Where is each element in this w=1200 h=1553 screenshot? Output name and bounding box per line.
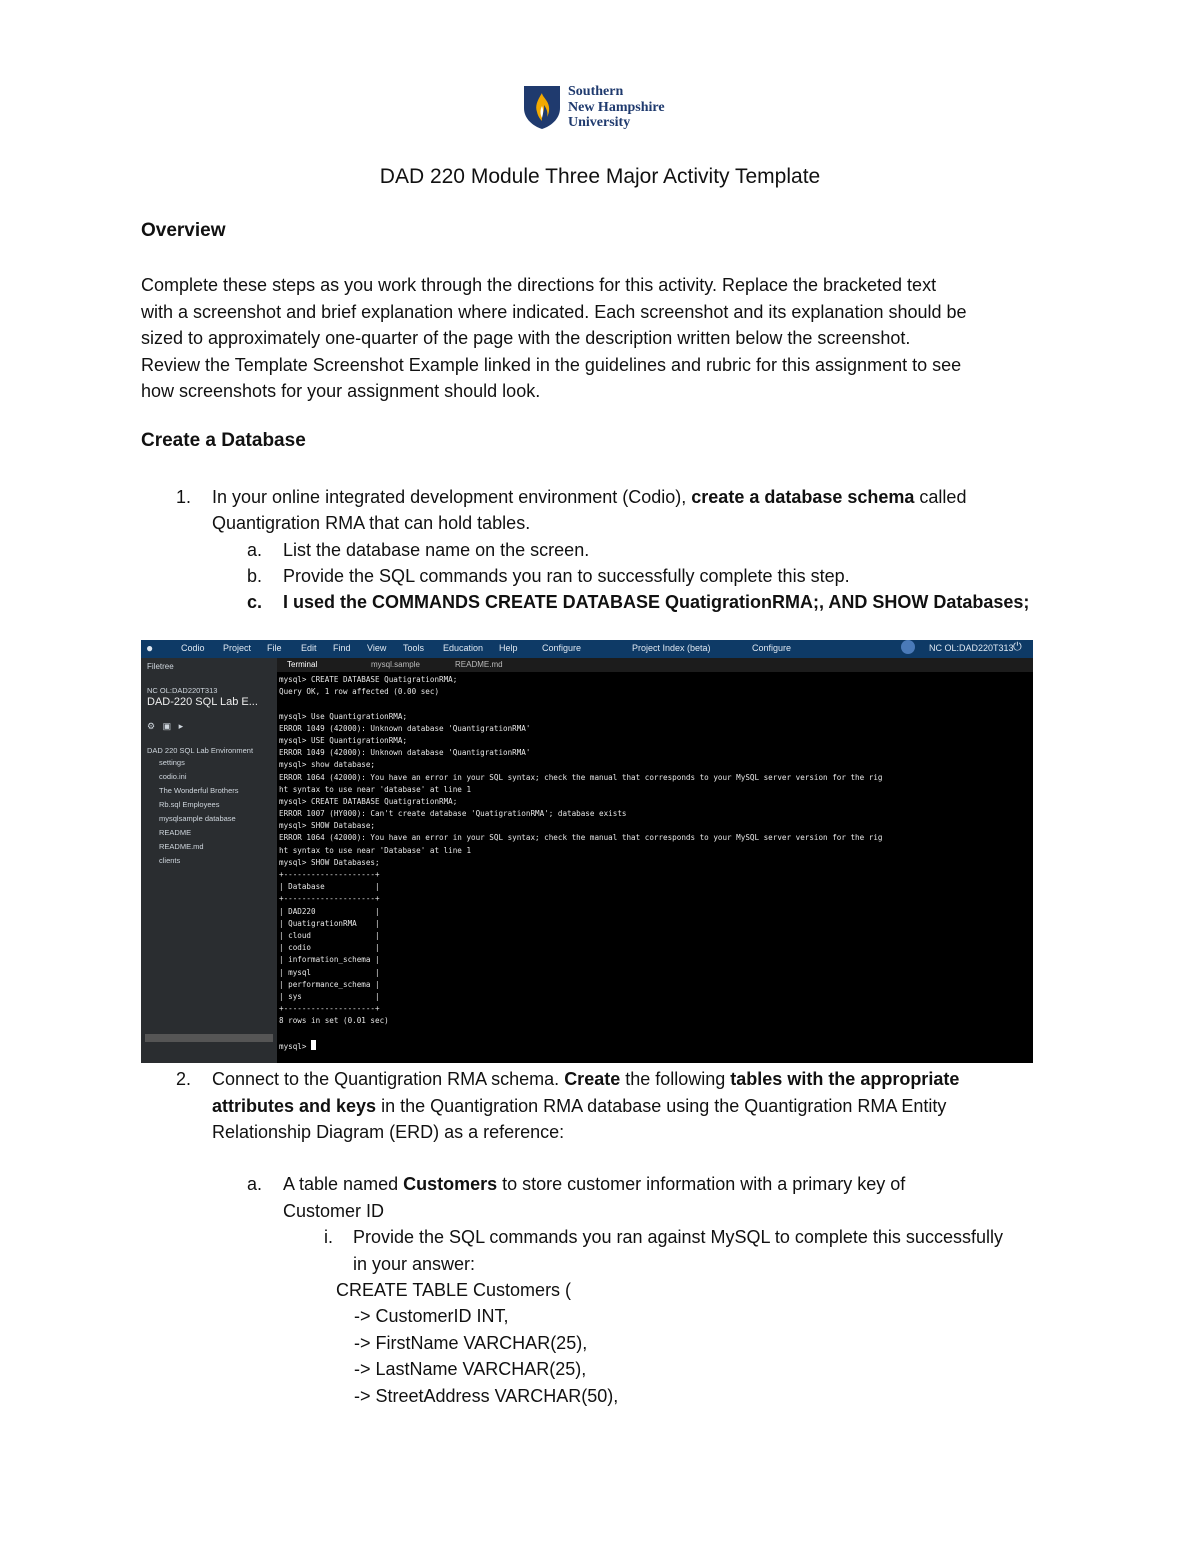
- terminal-line: ht syntax to use near 'database' at line 1: [279, 784, 472, 794]
- sidebar-project-name: DAD-220 SQL Lab E...: [147, 696, 258, 708]
- step-text: to store customer information with a primary key of: [497, 1174, 906, 1194]
- file-tree-sidebar: [141, 658, 277, 1063]
- tab-terminal: Terminal: [287, 660, 318, 669]
- editor-tab-bar: [277, 658, 1033, 672]
- substep-a-line-1: [283, 1171, 905, 1198]
- user-avatar: [901, 640, 915, 654]
- terminal-line: | information_schema |: [279, 955, 380, 965]
- terminal-line: mysql> CREATE DATABASE QuatigrationRMA;: [279, 796, 458, 806]
- file-item: mysqlsample database: [159, 814, 236, 823]
- step-emphasis: attributes and keys: [212, 1096, 377, 1116]
- file-item: codio.ini: [159, 772, 187, 781]
- paragraph-line: sized to approximately one-quarter of the page with the description written below the screenshot.: [141, 328, 911, 348]
- terminal-line: 8 rows in set (0.01 sec): [279, 1016, 389, 1026]
- file-item: README: [159, 828, 192, 837]
- terminal-line: ERROR 1049 (42000): Unknown database 'QuantigrationRMA': [279, 748, 531, 758]
- substep-letter: c.: [247, 592, 263, 612]
- codio-terminal-screenshot: [141, 640, 1033, 1063]
- terminal-line: ERROR 1007 (HY000): Can't create database 'QuatigrationRMA'; database exists: [279, 809, 627, 819]
- terminal-line: | cloud |: [279, 930, 380, 940]
- sidebar-section-label: Filetree: [147, 662, 174, 671]
- step-2-number: 2.: [176, 1069, 192, 1089]
- step-text: Connect to the Quantigration RMA schema.: [212, 1069, 565, 1089]
- terminal-line: ht syntax to use near 'Database' at line 1: [279, 845, 472, 855]
- create-database-heading: Create a Database: [141, 430, 306, 451]
- step-text: the following: [620, 1069, 731, 1089]
- menu-item: File: [267, 643, 282, 653]
- terminal-cursor: [311, 1040, 316, 1050]
- terminal-line: | mysql |: [279, 967, 380, 977]
- step-emphasis: Customers: [403, 1174, 498, 1194]
- menu-item: Configure: [542, 643, 582, 653]
- terminal-output: [279, 674, 1033, 1063]
- university-name: [568, 84, 665, 131]
- power-icon: ⏻: [1013, 641, 1022, 653]
- step-2-line-3: Relationship Diagram (ERD) as a reference:: [212, 1122, 565, 1142]
- terminal-line: ERROR 1064 (42000): You have an error in your SQL syntax; check the manual that corresponds to your MySQL server version for the rig: [279, 772, 883, 782]
- terminal-line: +--------------------+: [279, 870, 380, 879]
- step-2-line-2: [212, 1093, 946, 1120]
- terminal-line: +--------------------+: [279, 894, 380, 904]
- codio-logo-icon: ●: [146, 641, 154, 655]
- terminal-line: ERROR 1049 (42000): Unknown database 'QuantigrationRMA': [279, 723, 531, 733]
- substep-a-line-2: Customer ID: [283, 1201, 385, 1221]
- substep-a-text: List the database name on the screen.: [283, 540, 590, 560]
- menu-item: Project Index (beta): [632, 643, 711, 653]
- terminal-line: mysql> CREATE DATABASE QuatigrationRMA;: [279, 675, 458, 684]
- substep-i-line-2: in your answer:: [353, 1254, 476, 1274]
- file-item: README.md: [159, 842, 204, 851]
- file-item: clients: [159, 856, 181, 865]
- terminal-line: mysql> SHOW Databases;: [279, 857, 380, 867]
- terminal-line: Query OK, 1 row affected (0.00 sec): [279, 687, 440, 697]
- menu-item: Edit: [301, 643, 317, 653]
- terminal-line: | codio |: [279, 943, 380, 953]
- user-label: NC OL:DAD220T313: [929, 643, 1014, 653]
- terminal-line: | performance_schema |: [279, 979, 380, 989]
- step-text: in the Quantigration RMA database using the Quantigration RMA Entity: [376, 1096, 947, 1116]
- paragraph-line: with a screenshot and brief explanation where indicated. Each screenshot and its explanation should be: [141, 301, 967, 322]
- step-emphasis: tables with the appropriate: [730, 1069, 960, 1089]
- substep-roman: i.: [324, 1227, 333, 1247]
- terminal-line: mysql> Use QuantigrationRMA;: [279, 711, 408, 721]
- paragraph-line: how screenshots for your assignment should look.: [141, 381, 541, 401]
- step-1-number: 1.: [176, 487, 192, 507]
- menu-item: Education: [443, 643, 484, 653]
- logo-line: Southern: [568, 84, 624, 99]
- terminal-line: mysql> USE QuantigrationRMA;: [279, 735, 408, 745]
- menu-item: Tools: [403, 643, 425, 653]
- step-emphasis: create a database schema: [691, 487, 915, 507]
- sidebar-toolbar-icons: ⚙ ▣ ▸: [147, 721, 184, 731]
- terminal-line: [279, 698, 1033, 710]
- terminal-line: | Database |: [279, 882, 380, 892]
- university-logo: [522, 84, 692, 134]
- overview-heading: Overview: [141, 220, 226, 241]
- step-1-text: [212, 484, 966, 511]
- sql-line: -> CustomerID INT,: [354, 1306, 509, 1326]
- tab-readme: README.md: [455, 660, 503, 669]
- step-2-line-1: [212, 1066, 959, 1093]
- shield-flame-icon: [522, 84, 562, 130]
- logo-line: New Hampshire: [568, 99, 665, 115]
- sql-line: -> StreetAddress VARCHAR(50),: [354, 1386, 619, 1406]
- menu-item: Find: [333, 643, 351, 653]
- step-emphasis: Create: [564, 1069, 621, 1089]
- paragraph-line: Review the Template Screenshot Example linked in the guidelines and rubric for this assignment to see: [141, 354, 962, 375]
- step-text: In your online integrated development environment (Codio),: [212, 487, 692, 507]
- file-item: The Wonderful Brothers: [159, 786, 239, 795]
- menu-item: Project: [223, 643, 252, 653]
- codio-menubar: [141, 640, 1033, 658]
- file-item: settings: [159, 758, 185, 767]
- terminal-line: mysql> show database;: [279, 760, 376, 770]
- logo-line: University: [568, 115, 631, 130]
- terminal-line: | DAD220 |: [279, 906, 380, 916]
- sidebar-user: NC OL:DAD220T313: [147, 686, 218, 695]
- terminal-line: | QuatigrationRMA |: [279, 918, 380, 928]
- sql-line: -> FirstName VARCHAR(25),: [354, 1333, 588, 1353]
- step-1-line-2: Quantigration RMA that can hold tables.: [212, 513, 531, 533]
- sql-line: -> LastName VARCHAR(25),: [354, 1359, 587, 1379]
- terminal-line: mysql> SHOW Database;: [279, 821, 376, 831]
- document-title: DAD 220 Module Three Major Activity Template: [379, 165, 821, 188]
- terminal-prompt: mysql>: [279, 1041, 312, 1051]
- menu-item: View: [367, 643, 387, 653]
- paragraph-line: Complete these steps as you work through the directions for this activity. Replace the bracketed text: [141, 275, 937, 295]
- terminal-line: ERROR 1064 (42000): You have an error in your SQL syntax; check the manual that corresponds to your MySQL server version for the rig: [279, 833, 883, 843]
- substep-b-text: Provide the SQL commands you ran to successfully complete this step.: [283, 566, 850, 586]
- menu-item: Configure: [752, 643, 792, 653]
- terminal-line: +--------------------+: [279, 1004, 380, 1014]
- terminal-line: | sys |: [279, 991, 380, 1001]
- substep-letter: a.: [247, 540, 263, 560]
- sql-line: CREATE TABLE Customers (: [336, 1280, 572, 1300]
- menu-item: Codio: [181, 643, 205, 653]
- sidebar-scrollbar[interactable]: [145, 1034, 273, 1042]
- terminal-lines: [279, 674, 1033, 1040]
- substep-c-answer: I used the COMMANDS CREATE DATABASE QuatigrationRMA;, AND SHOW Databases;: [283, 592, 1030, 612]
- sidebar-root-folder: DAD 220 SQL Lab Environment: [147, 746, 254, 755]
- step-text: called: [914, 487, 967, 507]
- tab-mysql-sample: mysql.sample: [371, 660, 420, 669]
- terminal-line: [279, 1027, 1033, 1039]
- overview-paragraph: [141, 272, 1071, 405]
- menu-item: Help: [499, 643, 518, 653]
- substep-letter: a.: [247, 1174, 263, 1194]
- file-item: Rb.sql Employees: [159, 800, 220, 809]
- substep-i-line-1: Provide the SQL commands you ran against MySQL to complete this successfully: [353, 1227, 1003, 1247]
- substep-letter: b.: [247, 566, 263, 586]
- step-text: A table named: [283, 1174, 404, 1194]
